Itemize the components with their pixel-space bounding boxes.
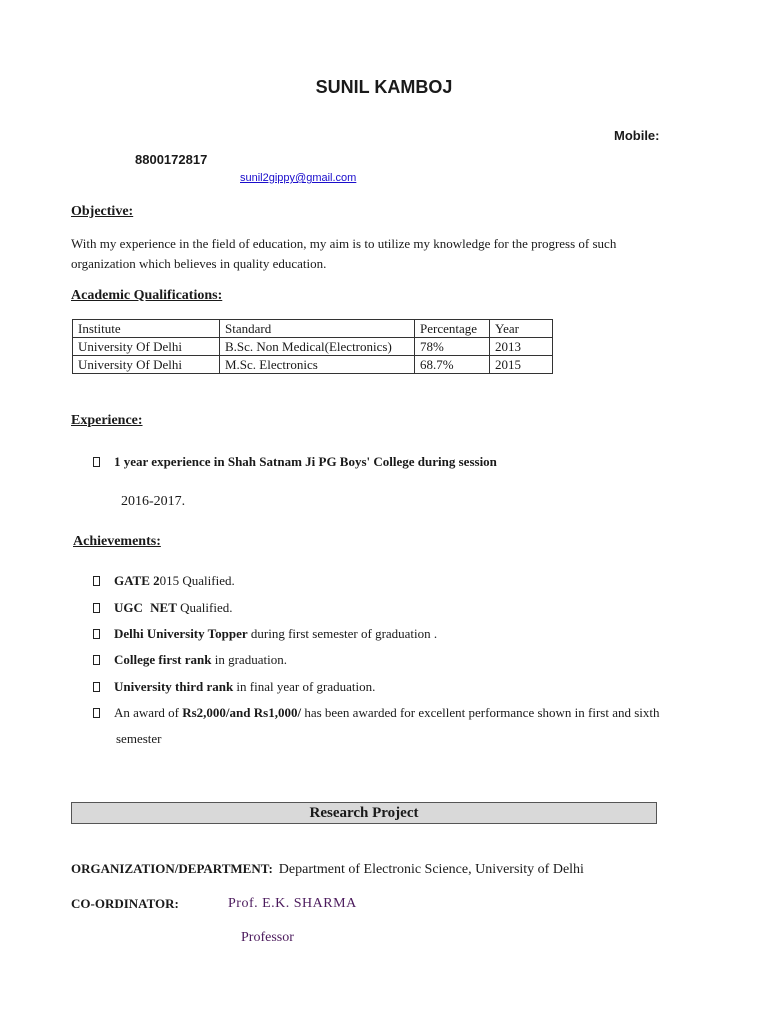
column-header: Percentage — [415, 320, 490, 338]
achievement-text: has been awarded for excellent performance shown in first and sixth — [301, 705, 660, 720]
table-cell: 2015 — [490, 356, 553, 374]
qualifications-table — [72, 319, 553, 374]
objective-text — [71, 234, 616, 274]
bullet-box-icon — [93, 682, 100, 692]
table-row — [73, 338, 553, 356]
list-item — [93, 651, 287, 669]
experience-text: 1 year experience in Shah Satnam Ji PG Boys' College during session — [114, 454, 497, 469]
organization-label: ORGANIZATION/DEPARTMENT: — [71, 861, 273, 876]
bullet-box-icon — [93, 629, 100, 639]
bullet-box-icon — [93, 457, 100, 467]
table-cell: 2013 — [490, 338, 553, 356]
table-cell: M.Sc. Electronics — [220, 356, 415, 374]
table-header-row — [73, 320, 553, 338]
achievement-bold: University third rank — [114, 679, 234, 694]
coordinator-label: CO-ORDINATOR: — [71, 896, 179, 911]
achievement-bold: Delhi University Topper — [114, 626, 248, 641]
objective-heading: Objective: — [71, 204, 134, 219]
experience-session: 2016-2017. — [121, 494, 186, 509]
coordinator-title: Professor — [241, 930, 294, 945]
achievement-bold: Rs2,000/and Rs1,000/ — [182, 705, 302, 720]
list-item — [93, 572, 235, 590]
bullet-box-icon — [93, 576, 100, 586]
bullet-box-icon — [93, 603, 100, 613]
coordinator-name: Prof. E.K. SHARMA — [228, 896, 357, 911]
achievement-text: in final year of graduation. — [233, 679, 376, 694]
table-cell: B.Sc. Non Medical(Electronics) — [220, 338, 415, 356]
list-item — [93, 678, 375, 696]
achievement-text: during first semester of graduation . — [247, 626, 438, 641]
achievement-bold: UGC NET — [114, 600, 177, 615]
table-cell: 68.7% — [415, 356, 490, 374]
mobile-number: 8800172817 — [135, 152, 208, 167]
bullet-box-icon — [93, 708, 100, 718]
column-header: Standard — [220, 320, 415, 338]
bullet-box-icon — [93, 655, 100, 665]
organization-value: Department of Electronic Science, University of Delhi — [278, 862, 584, 877]
resume-name: SUNIL KAMBOJ — [315, 77, 453, 97]
column-header: Year — [490, 320, 553, 338]
achievement-text: An award of — [114, 705, 183, 720]
objective-line-2: organization which believes in quality education. — [71, 256, 327, 271]
experience-heading: Experience: — [71, 413, 143, 428]
table-cell: University Of Delhi — [73, 356, 220, 374]
list-item — [93, 625, 437, 643]
email-link[interactable]: sunil2gippy@gmail.com — [240, 172, 357, 184]
column-header: Institute — [73, 320, 220, 338]
table-cell: 78% — [415, 338, 490, 356]
experience-item — [93, 453, 497, 471]
achievements-heading: Achievements: — [73, 534, 161, 549]
table-row — [73, 356, 553, 374]
academic-heading: Academic Qualifications: — [71, 288, 223, 303]
organization-row — [71, 860, 584, 878]
mobile-label: Mobile: — [614, 128, 660, 143]
achievement-bold: GATE 2 — [114, 573, 160, 588]
table-cell: University Of Delhi — [73, 338, 220, 356]
achievement-continuation: semester — [116, 731, 162, 746]
objective-line-1: With my experience in the field of education, my aim is to utilize my knowledge for the progress of such — [71, 236, 617, 251]
achievement-text: in graduation. — [211, 652, 287, 667]
achievement-bold: College first rank — [114, 652, 212, 667]
research-project-banner: Research Project — [71, 802, 657, 824]
achievement-text: 015 Qualified. — [159, 573, 235, 588]
list-item — [93, 599, 232, 617]
list-item — [93, 704, 713, 722]
achievement-text: Qualified. — [176, 600, 233, 615]
